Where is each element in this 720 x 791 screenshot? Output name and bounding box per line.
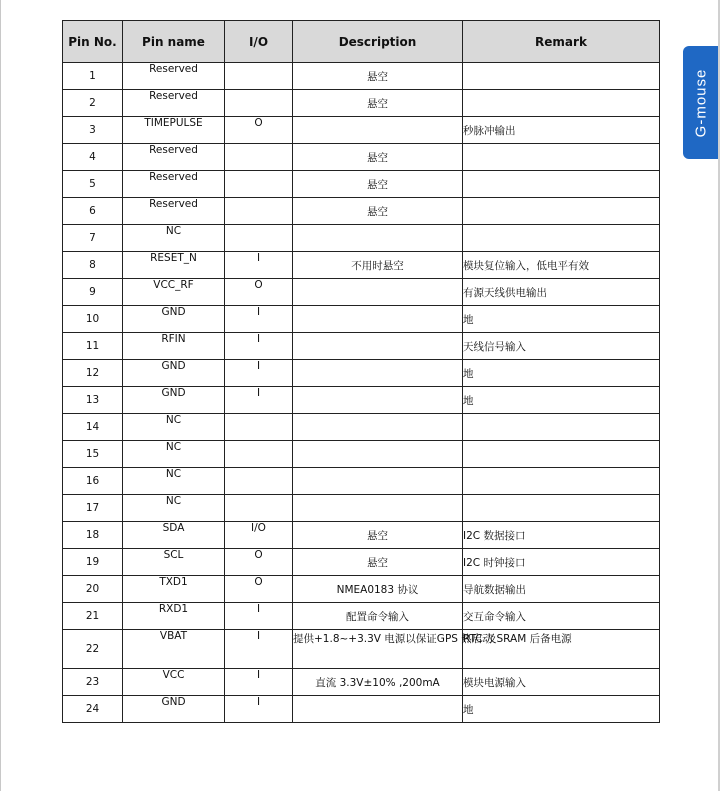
pin-number-cell: 24	[63, 696, 123, 723]
table-row	[63, 414, 660, 441]
pin-io-cell: O	[225, 576, 293, 603]
table-row	[63, 306, 660, 333]
table-row	[63, 252, 660, 279]
pin-name-cell: VCC_RF	[123, 279, 225, 306]
pin-remark-cell: I2C 时钟接口	[463, 549, 660, 576]
pin-description-cell: 悬空	[293, 63, 463, 90]
pin-remark-cell: 秒脉冲输出	[463, 117, 660, 144]
pin-number-cell: 12	[63, 360, 123, 387]
pin-io-cell: I	[225, 669, 293, 696]
pin-io-cell: O	[225, 549, 293, 576]
pin-remark-cell	[463, 144, 660, 171]
pin-number-cell: 17	[63, 495, 123, 522]
pin-number-cell: 4	[63, 144, 123, 171]
pin-name-cell: Reserved	[123, 63, 225, 90]
pin-remark-cell: 交互命令输入	[463, 603, 660, 630]
pin-remark-cell: 地	[463, 360, 660, 387]
pin-description-cell	[293, 468, 463, 495]
pin-name-cell: Reserved	[123, 198, 225, 225]
pin-description-cell: 提供+1.8~+3.3V 电源以保证GPS 热启动	[293, 630, 463, 669]
pin-remark-cell: 地	[463, 387, 660, 414]
pin-remark-cell	[463, 198, 660, 225]
pin-description-cell	[293, 117, 463, 144]
pin-remark-cell: 地	[463, 306, 660, 333]
table-row	[63, 198, 660, 225]
pin-number-cell: 2	[63, 90, 123, 117]
page-edge-left	[0, 0, 1, 791]
pin-name-cell: TXD1	[123, 576, 225, 603]
pin-number-cell: 10	[63, 306, 123, 333]
pin-name-cell: NC	[123, 495, 225, 522]
pin-io-cell	[225, 225, 293, 252]
pin-name-cell: NC	[123, 414, 225, 441]
pin-name-cell: VCC	[123, 669, 225, 696]
pin-description-cell	[293, 441, 463, 468]
table-row	[63, 630, 660, 669]
pin-description-cell: 不用时悬空	[293, 252, 463, 279]
table-row	[63, 387, 660, 414]
table-row	[63, 522, 660, 549]
pin-name-cell: Reserved	[123, 90, 225, 117]
pin-remark-cell	[463, 495, 660, 522]
pin-io-cell	[225, 414, 293, 441]
pin-number-cell: 9	[63, 279, 123, 306]
pin-name-cell: TIMEPULSE	[123, 117, 225, 144]
pin-io-cell: I	[225, 252, 293, 279]
pin-number-cell: 23	[63, 669, 123, 696]
pin-number-cell: 16	[63, 468, 123, 495]
table-header-row	[63, 21, 660, 63]
pin-description-cell: 悬空	[293, 522, 463, 549]
table-row	[63, 549, 660, 576]
side-tab	[683, 46, 718, 159]
pin-number-cell: 13	[63, 387, 123, 414]
pin-io-cell: I	[225, 387, 293, 414]
pin-name-cell: GND	[123, 387, 225, 414]
pin-definition-table	[62, 20, 660, 723]
pin-name-cell: NC	[123, 225, 225, 252]
pin-io-cell: I	[225, 333, 293, 360]
header-pin-name: Pin name	[123, 21, 225, 63]
pin-number-cell: 20	[63, 576, 123, 603]
pin-description-cell	[293, 306, 463, 333]
pin-io-cell: I/O	[225, 522, 293, 549]
pin-number-cell: 5	[63, 171, 123, 198]
pin-description-cell: 悬空	[293, 90, 463, 117]
pin-name-cell: Reserved	[123, 171, 225, 198]
pin-number-cell: 3	[63, 117, 123, 144]
table-body	[63, 63, 660, 723]
pin-description-cell: NMEA0183 协议	[293, 576, 463, 603]
pin-description-cell	[293, 279, 463, 306]
table-row	[63, 441, 660, 468]
pin-number-cell: 15	[63, 441, 123, 468]
pin-name-cell: NC	[123, 441, 225, 468]
pin-number-cell: 7	[63, 225, 123, 252]
pin-io-cell	[225, 495, 293, 522]
pin-remark-cell: 模块电源输入	[463, 669, 660, 696]
pin-io-cell: I	[225, 696, 293, 723]
pin-number-cell: 14	[63, 414, 123, 441]
pin-remark-cell	[463, 90, 660, 117]
pin-io-cell: O	[225, 279, 293, 306]
pin-remark-cell: RTC 及SRAM 后备电源	[463, 630, 660, 669]
pin-name-cell: NC	[123, 468, 225, 495]
table-row	[63, 90, 660, 117]
pin-name-cell: GND	[123, 696, 225, 723]
header-pin-no: Pin No.	[63, 21, 123, 63]
pin-remark-cell	[463, 414, 660, 441]
pin-number-cell: 19	[63, 549, 123, 576]
table-row	[63, 669, 660, 696]
pin-remark-cell: 有源天线供电输出	[463, 279, 660, 306]
pin-io-cell	[225, 198, 293, 225]
table-row	[63, 171, 660, 198]
pin-description-cell	[293, 495, 463, 522]
pin-io-cell	[225, 171, 293, 198]
pin-number-cell: 18	[63, 522, 123, 549]
pin-remark-cell	[463, 441, 660, 468]
pin-remark-cell	[463, 171, 660, 198]
pin-description-cell	[293, 387, 463, 414]
pin-remark-cell: 模块复位输入，低电平有效	[463, 252, 660, 279]
pin-io-cell: I	[225, 306, 293, 333]
pin-description-cell: 悬空	[293, 144, 463, 171]
table-row	[63, 576, 660, 603]
pin-io-cell	[225, 144, 293, 171]
pin-description-cell	[293, 333, 463, 360]
pin-name-cell: SCL	[123, 549, 225, 576]
pin-name-cell: SDA	[123, 522, 225, 549]
pin-description-cell	[293, 414, 463, 441]
pin-description-cell: 悬空	[293, 171, 463, 198]
table-row	[63, 225, 660, 252]
pin-io-cell	[225, 63, 293, 90]
table-row	[63, 360, 660, 387]
pin-number-cell: 22	[63, 630, 123, 669]
pin-description-cell: 悬空	[293, 198, 463, 225]
pin-name-cell: GND	[123, 306, 225, 333]
table-row	[63, 495, 660, 522]
pin-name-cell: VBAT	[123, 630, 225, 669]
pin-name-cell: Reserved	[123, 144, 225, 171]
pin-description-cell	[293, 696, 463, 723]
pin-io-cell	[225, 90, 293, 117]
table-row	[63, 279, 660, 306]
pin-name-cell: RFIN	[123, 333, 225, 360]
pin-io-cell	[225, 441, 293, 468]
pin-number-cell: 11	[63, 333, 123, 360]
table-row	[63, 63, 660, 90]
pin-number-cell: 8	[63, 252, 123, 279]
table-row	[63, 603, 660, 630]
header-remark: Remark	[463, 21, 660, 63]
pin-remark-cell	[463, 225, 660, 252]
pin-io-cell: O	[225, 117, 293, 144]
table-row	[63, 144, 660, 171]
pin-io-cell	[225, 468, 293, 495]
pin-description-cell: 配置命令输入	[293, 603, 463, 630]
pin-remark-cell: 天线信号输入	[463, 333, 660, 360]
pin-remark-cell	[463, 63, 660, 90]
pin-name-cell: RESET_N	[123, 252, 225, 279]
pin-io-cell: I	[225, 630, 293, 669]
header-io: I/O	[225, 21, 293, 63]
pin-description-cell: 直流 3.3V±10% ,200mA	[293, 669, 463, 696]
pin-description-cell: 悬空	[293, 549, 463, 576]
side-tab-label: G-mouse	[692, 68, 709, 137]
pin-name-cell: GND	[123, 360, 225, 387]
header-description: Description	[293, 21, 463, 63]
pin-number-cell: 21	[63, 603, 123, 630]
pin-number-cell: 6	[63, 198, 123, 225]
pin-description-cell	[293, 225, 463, 252]
pin-remark-cell: I2C 数据接口	[463, 522, 660, 549]
pin-number-cell: 1	[63, 63, 123, 90]
pin-remark-cell: 地	[463, 696, 660, 723]
pin-io-cell: I	[225, 603, 293, 630]
table-row	[63, 333, 660, 360]
table-row	[63, 117, 660, 144]
table-row	[63, 696, 660, 723]
pin-io-cell: I	[225, 360, 293, 387]
pin-name-cell: RXD1	[123, 603, 225, 630]
pin-remark-cell	[463, 468, 660, 495]
table-row	[63, 468, 660, 495]
pin-description-cell	[293, 360, 463, 387]
pin-remark-cell: 导航数据输出	[463, 576, 660, 603]
